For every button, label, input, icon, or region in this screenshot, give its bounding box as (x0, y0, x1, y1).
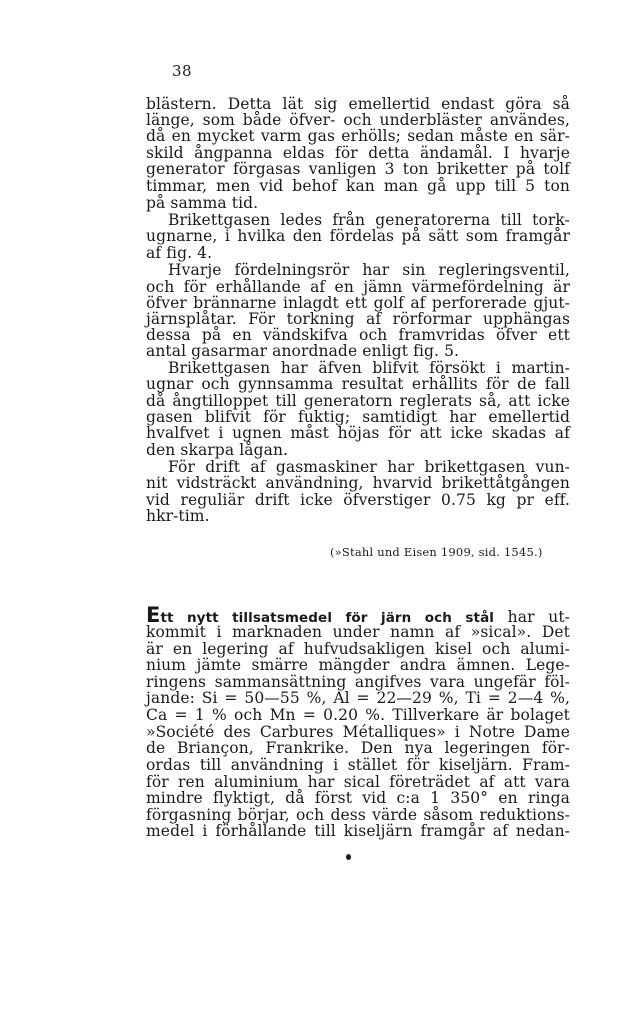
text-line: kommit i marknaden under namn af »sical». Det (146, 623, 570, 641)
text-line: antal gasarmar anordnade enligt fig. 5. (146, 342, 460, 360)
text-line: För drift af gasmaskiner har brikettgasen vun- (168, 458, 570, 476)
text-line: då ångtilloppet till generatorn reglerats så, att icke (146, 392, 570, 410)
text-line: ringens sammansättning angifves vara ungefär föl- (146, 673, 570, 691)
text-line: jande: Si = 50—55 %, Al = 22—29 %, Ti = 2—4 %, (146, 689, 570, 707)
text-line: af fig. 4. (146, 244, 213, 262)
text-line: medel i förhållande till kiseljärn framgår af nedan- (146, 822, 570, 840)
text-line: hvalfvet i ugnen måst höjas för att icke skadas af (146, 424, 570, 442)
source-citation: (»Stahl und Eisen 1909, sid. 1545.) (330, 545, 543, 559)
text-line: hkr-tim. (146, 507, 210, 525)
text-line: ugnar och gynnsamma resultat erhållits för de fall (146, 375, 570, 393)
text-line: blästern. Detta lät sig emellertid endast göra så (146, 95, 570, 113)
text-line: och för erhållande af en jämn värmefördelning är (146, 278, 570, 296)
text-line: är en legering af hufvudsakligen kisel och alumi- (146, 640, 570, 658)
text-line: för ren aluminium har sical företrädet af att vara (146, 773, 570, 791)
text-line: öfver brännarne inlagdt ett golf af perforerade gjut- (146, 294, 570, 312)
text-line: ordas till användning i stället för kiseljärn. Fram- (146, 756, 570, 774)
text-line: Ca = 1 % och Mn = 0.20 %. Tillverkare är bolaget (146, 706, 570, 724)
text-line: ugnarne, i hvilka den fördelas på sätt som framgår (146, 227, 570, 245)
text-line: då en mycket varm gas erhölls; sedan måste en sär- (146, 127, 570, 145)
heading-line-tail: har ut- (494, 608, 570, 626)
text-line: timmar, men vid behof kan man gå upp till 5 ton (146, 177, 570, 195)
text-line: mindre flyktigt, då först vid c:a 1 350° en ringa (146, 789, 570, 807)
text-line: Brikettgasen har äfven blifvit försökt i martin- (168, 359, 570, 377)
text-line: vid reguliär drift icke öfverstiger 0.75 kg pr eff. (146, 491, 570, 509)
text-line: järnsplåtar. För torkning af rörformar upphängas (146, 310, 570, 328)
text-line: generator förgasas vanligen 3 ton briketter på tolf (146, 160, 570, 178)
article-heading-line (146, 603, 570, 627)
text-line: dessa på en vändskifva och framvridas öfver ett (146, 326, 570, 344)
footer-dot-mark (346, 854, 351, 860)
text-line: »Société des Carbures Métalliques» i Notre Dame (146, 723, 570, 741)
text-line: den skarpa lågan. (146, 441, 289, 459)
text-line: länge, som både öfver- och underbläster användes, (146, 111, 570, 129)
text-line: på samma tid. (146, 194, 259, 212)
drop-cap-initial: E (146, 603, 161, 627)
text-line: nium jämte smärre mängder andra ämnen. Lege- (146, 656, 570, 674)
text-line: skild ångpanna eldas för detta ändamål. I hvarje (146, 144, 570, 162)
text-line: gasen blifvit för fuktig; samtidigt har emellertid (146, 408, 570, 426)
text-line: Hvarje fördelningsrör har sin regleringsventil, (168, 261, 570, 279)
text-line: nit vidsträckt användning, hvarvid brikettåtgången (146, 474, 570, 492)
text-line: förgasning börjar, och dess värde såsom reduktions- (146, 806, 570, 824)
text-line: de Briançon, Frankrike. Den nya legeringen för- (146, 739, 570, 757)
page-number: 38 (172, 62, 193, 80)
article-heading: tt nytt tillsatsmedel för järn och stål (160, 610, 495, 626)
text-line: Brikettgasen ledes från generatorerna till tork- (168, 211, 570, 229)
